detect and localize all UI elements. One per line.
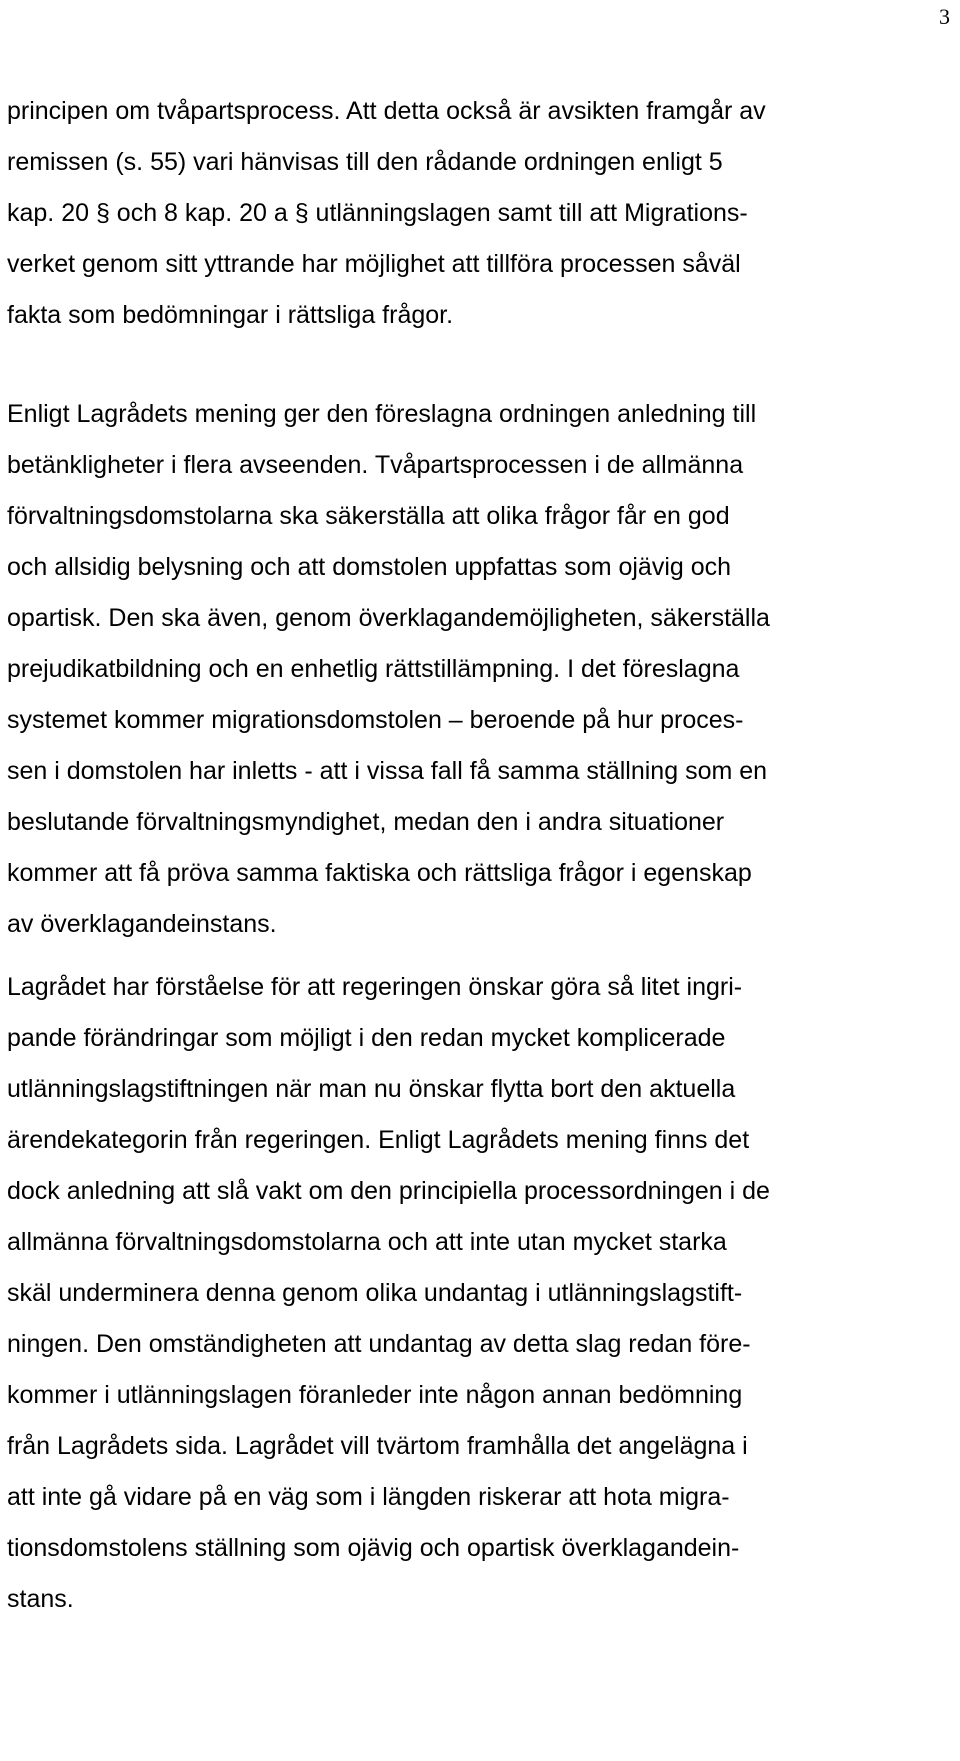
text-line: pande förändringar som möjligt i den redan mycket komplicerade (7, 1024, 726, 1052)
text-line: systemet kommer migrationsdomstolen – beroende på hur proces- (7, 706, 744, 734)
text-line: verket genom sitt yttrande har möjlighet att tillföra processen såväl (7, 250, 741, 278)
text-line: prejudikatbildning och en enhetlig rättstillämpning. I det föreslagna (7, 655, 740, 683)
text-line: allmänna förvaltningsdomstolarna och att inte utan mycket starka (7, 1228, 727, 1256)
paragraph-1 (7, 86, 943, 341)
text-line: sen i domstolen har inletts - att i vissa fall få samma ställning som en (7, 757, 768, 785)
paragraph-3 (7, 962, 943, 1625)
text-line: skäl underminera denna genom olika undantag i utlänningslagstift- (7, 1279, 743, 1307)
text-line: kommer att få pröva samma faktiska och rättsliga frågor i egenskap (7, 859, 752, 887)
text-line: från Lagrådets sida. Lagrådet vill tvärtom framhålla det angelägna i (7, 1432, 748, 1460)
text-line: utlänningslagstiftningen när man nu önskar flytta bort den aktuella (7, 1075, 736, 1103)
text-line: och allsidig belysning och att domstolen uppfattas som ojävig och (7, 553, 732, 581)
text-line: dock anledning att slå vakt om den principiella processordningen i de (7, 1177, 770, 1205)
text-line: opartisk. Den ska även, genom överklagandemöjligheten, säkerställa (7, 604, 770, 632)
text-line: kap. 20 § och 8 kap. 20 a § utlänningslagen samt till att Migrations- (7, 199, 748, 227)
text-line: principen om tvåpartsprocess. Att detta också är avsikten framgår av (7, 97, 766, 125)
page-number: 3 (939, 4, 950, 29)
text-line: stans. (7, 1585, 74, 1613)
text-line: att inte gå vidare på en väg som i längden riskerar att hota migra- (7, 1483, 730, 1511)
text-line: förvaltningsdomstolarna ska säkerställa att olika frågor får en god (7, 502, 730, 530)
paragraph-2 (7, 389, 943, 950)
text-line: fakta som bedömningar i rättsliga frågor. (7, 301, 454, 329)
text-line: Lagrådet har förståelse för att regeringen önskar göra så litet ingri- (7, 973, 743, 1001)
text-line: beslutande förvaltningsmyndighet, medan den i andra situationer (7, 808, 725, 836)
text-line: kommer i utlänningslagen föranleder inte någon annan bedömning (7, 1381, 743, 1409)
text-line: tionsdomstolens ställning som ojävig och opartisk överklagandein- (7, 1534, 740, 1562)
text-line: Enligt Lagrådets mening ger den föreslagna ordningen anledning till (7, 400, 757, 428)
text-line: ärendekategorin från regeringen. Enligt Lagrådets mening finns det (7, 1126, 750, 1154)
text-line: av överklagandeinstans. (7, 910, 277, 938)
text-line: remissen (s. 55) vari hänvisas till den rådande ordningen enligt 5 (7, 148, 723, 176)
text-line: ningen. Den omständigheten att undantag av detta slag redan före- (7, 1330, 751, 1358)
text-line: betänkligheter i flera avseenden. Tvåpartsprocessen i de allmänna (7, 451, 744, 479)
